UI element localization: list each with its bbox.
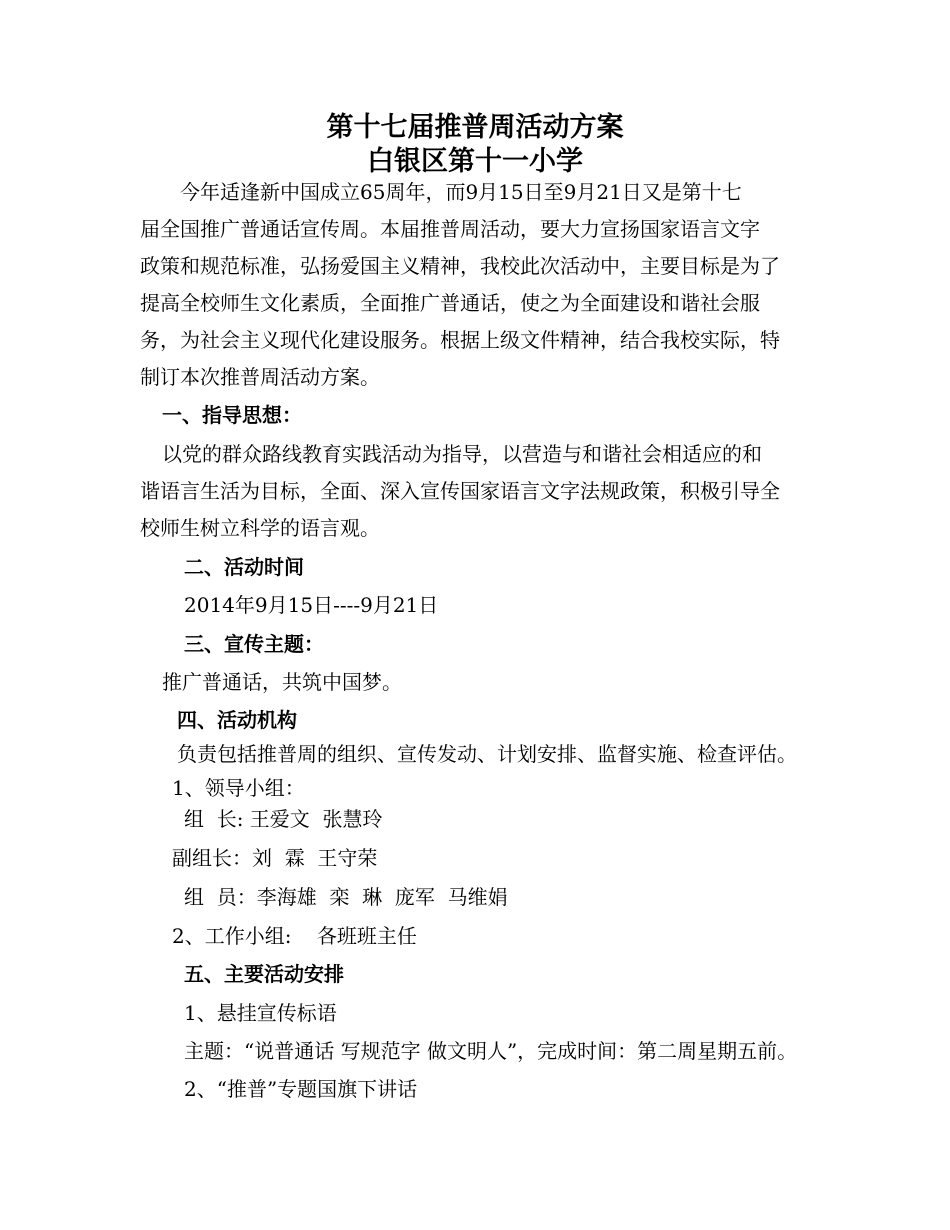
- activity-item-1: 1、悬挂宣传标语: [184, 1001, 337, 1025]
- section2-heading: 二、活动时间: [184, 555, 304, 579]
- group-members: 组 员：李海雄 栾 琳 庞军 马维娟: [184, 885, 508, 909]
- group-leader: 组 长: 王爱文 张慧玲: [184, 807, 383, 831]
- section4-heading: 四、活动机构: [177, 708, 297, 732]
- intro-line: 提高全校师生文化素质，全面推广普通话，使之为全面建设和谐社会服: [140, 291, 760, 315]
- intro-line: 政策和规范标准，弘扬爱国主义精神，我校此次活动中，主要目标是为了: [140, 254, 780, 278]
- intro-line: 制订本次推普周活动方案。: [140, 365, 380, 389]
- section2-text: 2014年9月15日----9月21日: [184, 593, 439, 617]
- intro-line: 今年适逢新中国成立65周年，而9月15日至9月21日又是第十七: [180, 180, 742, 204]
- section1-line: 以党的群众路线教育实践活动为指导，以营造与和谐社会相适应的和: [162, 442, 762, 466]
- leadership-group-title: 1、领导小组：: [172, 776, 305, 800]
- intro-line: 务，为社会主义现代化建设服务。根据上级文件精神，结合我校实际，特: [140, 328, 780, 352]
- section5-heading: 五、主要活动安排: [184, 962, 344, 986]
- activity-item-1-detail: 主题：“说普通话 写规范字 做文明人”，完成时间：第二周星期五前。: [184, 1039, 798, 1063]
- document-subtitle: 白银区第十一小学: [367, 146, 583, 177]
- section1-line: 校师生树立科学的语言观。: [140, 516, 380, 540]
- section3-heading: 三、宣传主题：: [184, 632, 324, 656]
- section4-intro: 负责包括推普周的组织、宣传发动、计划安排、监督实施、检查评估。: [177, 742, 797, 766]
- group-deputy: 副组长：刘 霖 王守荣: [172, 846, 378, 870]
- intro-line: 届全国推广普通话宣传周。本届推普周活动，要大力宣扬国家语言文字: [140, 217, 760, 241]
- section1-line: 谐语言生活为目标，全面、深入宣传国家语言文字法规政策，积极引导全: [140, 479, 780, 503]
- section3-text: 推广普通话，共筑中国梦。: [162, 670, 402, 694]
- section1-heading: 一、指导思想：: [162, 403, 302, 427]
- document-title: 第十七届推普周活动方案: [326, 112, 624, 143]
- working-group: 2、工作小组: 各班班主任: [172, 924, 417, 948]
- activity-item-2: 2、“推普”专题国旗下讲话: [184, 1077, 418, 1101]
